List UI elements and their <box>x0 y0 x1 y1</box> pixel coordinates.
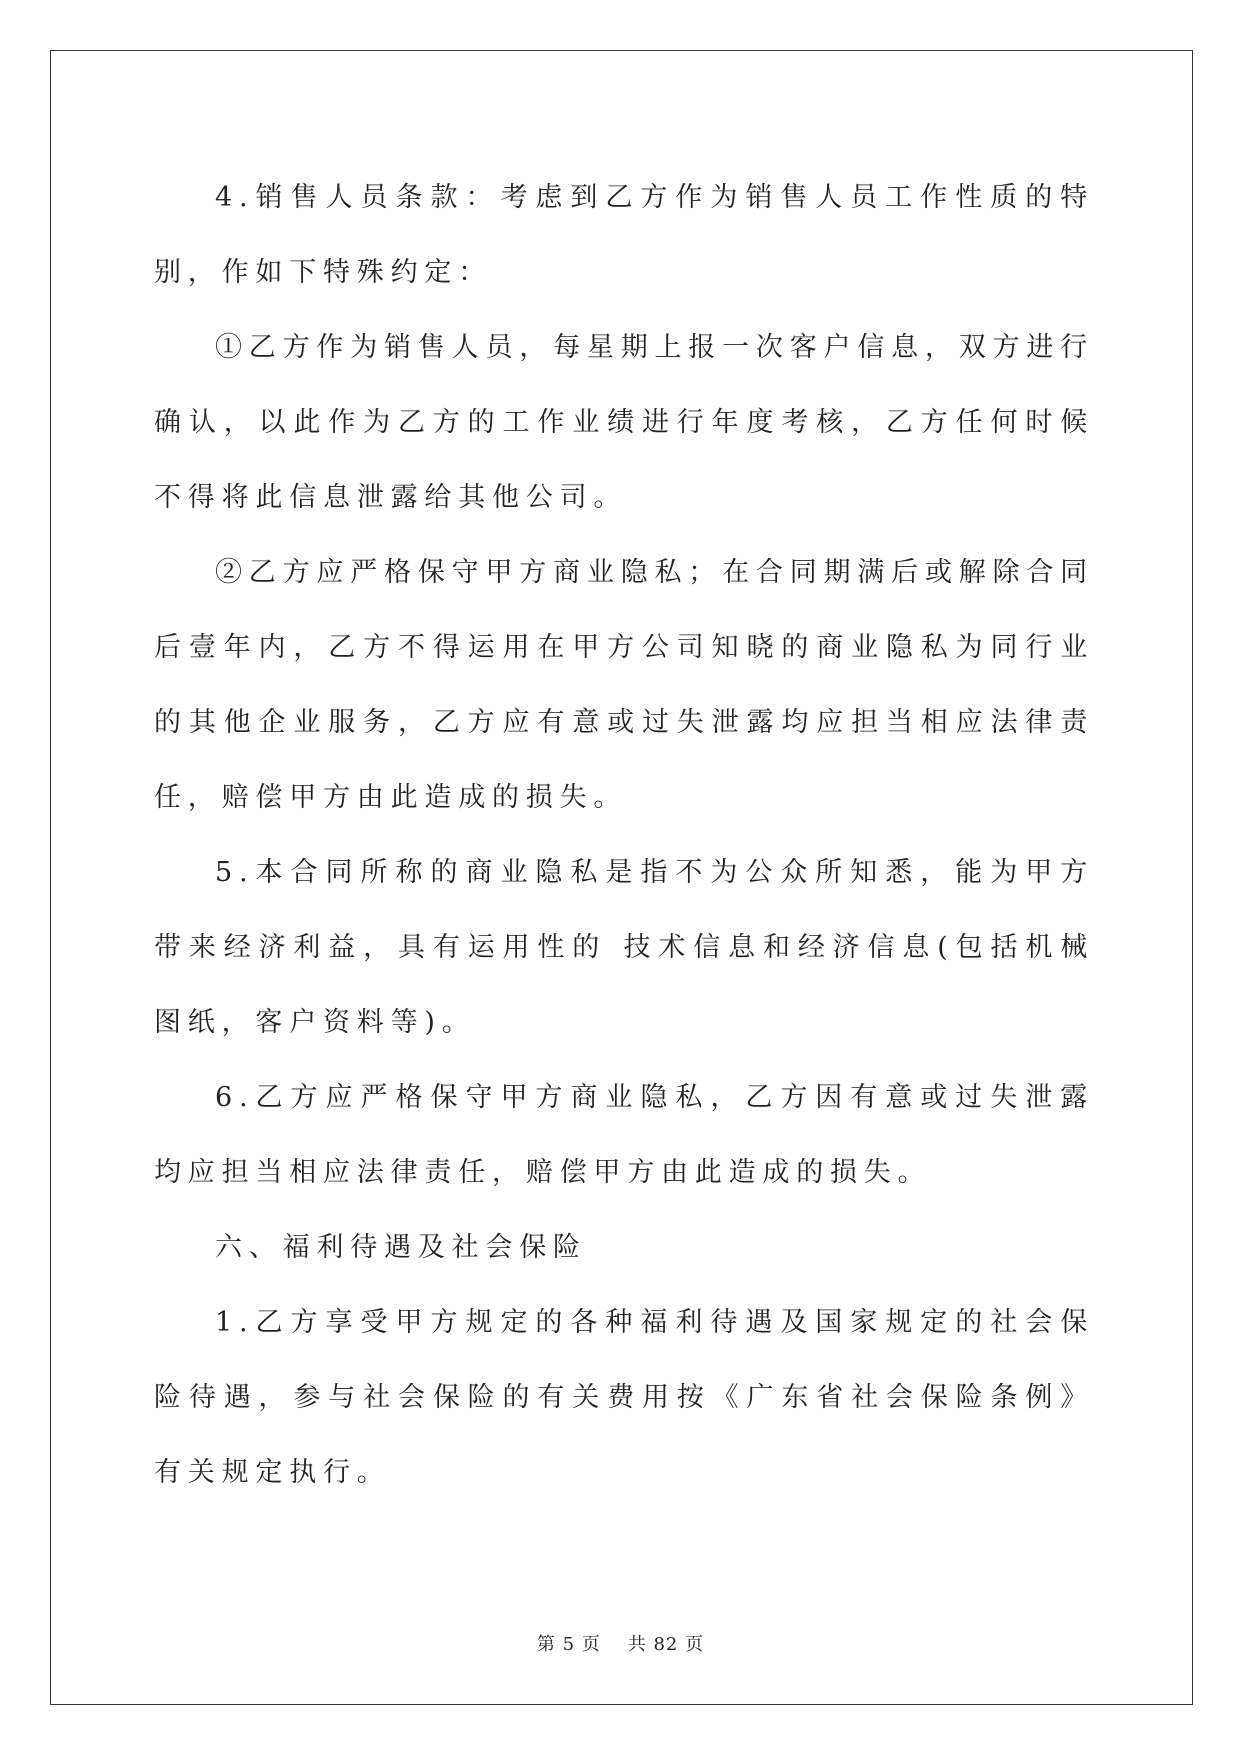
paragraph-clause-4-item-2: ②乙方应严格保守甲方商业隐私；在合同期满后或解除合同后壹年内，乙方不得运用在甲方公司知晓的商业隐私为同行业的其他企业服务，乙方应有意或过失泄露均应担当相应法律责任，赔偿甲方由此造成的损失。 <box>154 557 1094 813</box>
section-heading-welfare: 六、福利待遇及社会保险 <box>215 1232 587 1263</box>
page-footer <box>0 1630 1241 1656</box>
paragraph-clause-4-item-1: ①乙方作为销售人员，每星期上报一次客户信息，双方进行确认，以此作为乙方的工作业绩进行年度考核，乙方任何时候不得将此信息泄露给其他公司。 <box>154 332 1094 513</box>
page-total: 共 82 页 <box>627 1634 705 1655</box>
page-number: 第 5 页 <box>536 1634 601 1655</box>
paragraph-clause-5: 5.本合同所称的商业隐私是指不为公众所知悉，能为甲方带来经济利益，具有运用性的 技术信息和经济信息(包括机械图纸，客户资料等)。 <box>154 857 1094 1038</box>
document-body <box>154 160 1094 1510</box>
paragraph-welfare-1: 1.乙方享受甲方规定的各种福利待遇及国家规定的社会保险待遇，参与社会保险的有关费用按《广东省社会保险条例》有关规定执行。 <box>154 1307 1094 1488</box>
paragraph-clause-6: 6.乙方应严格保守甲方商业隐私，乙方因有意或过失泄露均应担当相应法律责任，赔偿甲方由此造成的损失。 <box>154 1082 1094 1188</box>
paragraph-clause-4: 4.销售人员条款：考虑到乙方作为销售人员工作性质的特别，作如下特殊约定： <box>154 182 1094 288</box>
